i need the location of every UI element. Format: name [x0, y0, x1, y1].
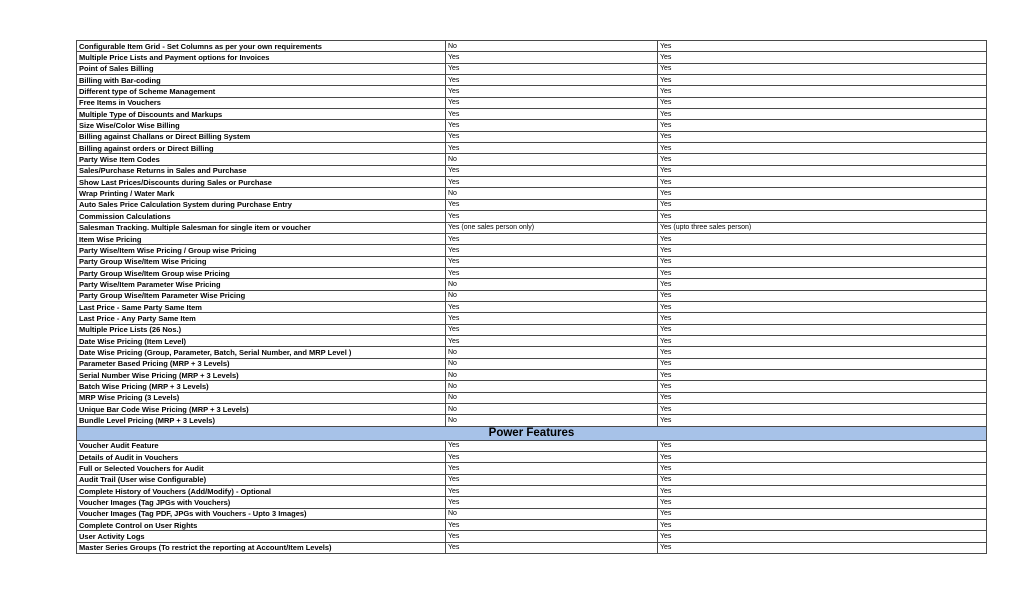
- feature-name-cell: Date Wise Pricing (Group, Parameter, Batch, Serial Number, and MRP Level ): [77, 347, 446, 358]
- premium-value-cell: Yes: [658, 41, 987, 52]
- premium-value-cell: Yes: [658, 233, 987, 244]
- table-row: [77, 267, 987, 278]
- feature-name-cell: Last Price - Any Party Same Item: [77, 313, 446, 324]
- feature-name-cell: Complete Control on User Rights: [77, 520, 446, 531]
- feature-name-cell: Master Series Groups (To restrict the reporting at Account/Item Levels): [77, 542, 446, 553]
- table-row: [77, 165, 987, 176]
- premium-value-cell: Yes: [658, 463, 987, 474]
- premium-value-cell: Yes: [658, 177, 987, 188]
- basic-value-cell: No: [446, 508, 658, 519]
- basic-value-cell: Yes: [446, 97, 658, 108]
- premium-value-cell: Yes: [658, 415, 987, 426]
- feature-name-cell: Billing against orders or Direct Billing: [77, 143, 446, 154]
- table-row: [77, 324, 987, 335]
- basic-value-cell: Yes: [446, 440, 658, 451]
- basic-value-cell: Yes: [446, 335, 658, 346]
- table-row: [77, 233, 987, 244]
- basic-value-cell: Yes: [446, 165, 658, 176]
- feature-name-cell: Free Items in Vouchers: [77, 97, 446, 108]
- feature-name-cell: Auto Sales Price Calculation System during Purchase Entry: [77, 199, 446, 210]
- feature-name-cell: MRP Wise Pricing (3 Levels): [77, 392, 446, 403]
- premium-value-cell: Yes: [658, 301, 987, 312]
- feature-name-cell: Date Wise Pricing (Item Level): [77, 335, 446, 346]
- basic-value-cell: No: [446, 154, 658, 165]
- feature-name-cell: Details of Audit in Vouchers: [77, 452, 446, 463]
- feature-name-cell: Party Wise/Item Wise Pricing / Group wise Pricing: [77, 245, 446, 256]
- basic-value-cell: Yes: [446, 63, 658, 74]
- feature-name-cell: User Activity Logs: [77, 531, 446, 542]
- table-row: [77, 531, 987, 542]
- premium-value-cell: Yes: [658, 440, 987, 451]
- basic-value-cell: Yes: [446, 486, 658, 497]
- basic-value-cell: Yes: [446, 324, 658, 335]
- premium-value-cell: Yes: [658, 188, 987, 199]
- table-row: [77, 120, 987, 131]
- basic-value-cell: Yes: [446, 52, 658, 63]
- premium-value-cell: Yes: [658, 474, 987, 485]
- premium-value-cell: Yes: [658, 86, 987, 97]
- basic-value-cell: Yes: [446, 452, 658, 463]
- premium-value-cell: Yes: [658, 290, 987, 301]
- table-row: [77, 245, 987, 256]
- feature-comparison-table: [76, 40, 987, 554]
- feature-name-cell: Size Wise/Color Wise Billing: [77, 120, 446, 131]
- feature-name-cell: Full or Selected Vouchers for Audit: [77, 463, 446, 474]
- basic-value-cell: No: [446, 358, 658, 369]
- feature-name-cell: Bundle Level Pricing (MRP + 3 Levels): [77, 415, 446, 426]
- basic-value-cell: No: [446, 415, 658, 426]
- table-row: [77, 222, 987, 233]
- feature-name-cell: Item Wise Pricing: [77, 233, 446, 244]
- basic-value-cell: Yes: [446, 474, 658, 485]
- feature-name-cell: Party Group Wise/Item Parameter Wise Pricing: [77, 290, 446, 301]
- table-row: [77, 404, 987, 415]
- table-row: [77, 97, 987, 108]
- premium-value-cell: Yes: [658, 267, 987, 278]
- premium-value-cell: Yes: [658, 279, 987, 290]
- table-row: [77, 75, 987, 86]
- basic-value-cell: No: [446, 41, 658, 52]
- feature-name-cell: Parameter Based Pricing (MRP + 3 Levels): [77, 358, 446, 369]
- premium-value-cell: Yes: [658, 531, 987, 542]
- table-row: [77, 256, 987, 267]
- premium-value-cell: Yes (upto three sales person): [658, 222, 987, 233]
- basic-value-cell: Yes: [446, 131, 658, 142]
- table-row: [77, 131, 987, 142]
- feature-table-body: [77, 41, 987, 554]
- premium-value-cell: Yes: [658, 497, 987, 508]
- feature-name-cell: Multiple Type of Discounts and Markups: [77, 109, 446, 120]
- premium-value-cell: Yes: [658, 109, 987, 120]
- table-row: [77, 211, 987, 222]
- table-row: [77, 143, 987, 154]
- basic-value-cell: No: [446, 290, 658, 301]
- feature-name-cell: Wrap Printing / Water Mark: [77, 188, 446, 199]
- premium-value-cell: Yes: [658, 97, 987, 108]
- feature-name-cell: Sales/Purchase Returns in Sales and Purchase: [77, 165, 446, 176]
- premium-value-cell: Yes: [658, 347, 987, 358]
- premium-value-cell: Yes: [658, 120, 987, 131]
- feature-name-cell: Commission Calculations: [77, 211, 446, 222]
- feature-name-cell: Complete History of Vouchers (Add/Modify) - Optional: [77, 486, 446, 497]
- premium-value-cell: Yes: [658, 211, 987, 222]
- feature-name-cell: Point of Sales Billing: [77, 63, 446, 74]
- table-row: [77, 486, 987, 497]
- premium-value-cell: Yes: [658, 520, 987, 531]
- table-row: [77, 188, 987, 199]
- premium-value-cell: Yes: [658, 245, 987, 256]
- table-row: [77, 358, 987, 369]
- table-row: [77, 347, 987, 358]
- basic-value-cell: No: [446, 279, 658, 290]
- table-row: [77, 109, 987, 120]
- premium-value-cell: Yes: [658, 369, 987, 380]
- feature-name-cell: Different type of Scheme Management: [77, 86, 446, 97]
- premium-value-cell: Yes: [658, 486, 987, 497]
- premium-value-cell: Yes: [658, 131, 987, 142]
- feature-name-cell: Voucher Images (Tag JPGs with Vouchers): [77, 497, 446, 508]
- basic-value-cell: Yes: [446, 520, 658, 531]
- basic-value-cell: Yes: [446, 211, 658, 222]
- table-row: [77, 290, 987, 301]
- premium-value-cell: Yes: [658, 392, 987, 403]
- table-row: [77, 86, 987, 97]
- feature-name-cell: Voucher Audit Feature: [77, 440, 446, 451]
- table-row: [77, 392, 987, 403]
- section-header-row: [77, 426, 987, 440]
- table-row: [77, 41, 987, 52]
- table-row: [77, 415, 987, 426]
- table-row: [77, 177, 987, 188]
- table-row: [77, 542, 987, 553]
- basic-value-cell: Yes: [446, 301, 658, 312]
- feature-name-cell: Party Group Wise/Item Group wise Pricing: [77, 267, 446, 278]
- basic-value-cell: Yes: [446, 233, 658, 244]
- basic-value-cell: Yes: [446, 497, 658, 508]
- table-row: [77, 199, 987, 210]
- table-row: [77, 279, 987, 290]
- premium-value-cell: Yes: [658, 52, 987, 63]
- basic-value-cell: Yes: [446, 313, 658, 324]
- premium-value-cell: Yes: [658, 199, 987, 210]
- table-row: [77, 335, 987, 346]
- feature-name-cell: Audit Trail (User wise Configurable): [77, 474, 446, 485]
- feature-name-cell: Party Wise Item Codes: [77, 154, 446, 165]
- feature-name-cell: Multiple Price Lists and Payment options for Invoices: [77, 52, 446, 63]
- feature-name-cell: Configurable Item Grid - Set Columns as per your own requirements: [77, 41, 446, 52]
- basic-value-cell: Yes: [446, 143, 658, 154]
- premium-value-cell: Yes: [658, 256, 987, 267]
- feature-name-cell: Billing with Bar-coding: [77, 75, 446, 86]
- table-row: [77, 63, 987, 74]
- feature-name-cell: Party Group Wise/Item Wise Pricing: [77, 256, 446, 267]
- feature-name-cell: Batch Wise Pricing (MRP + 3 Levels): [77, 381, 446, 392]
- table-row: [77, 301, 987, 312]
- feature-name-cell: Serial Number Wise Pricing (MRP + 3 Levels): [77, 369, 446, 380]
- premium-value-cell: Yes: [658, 404, 987, 415]
- premium-value-cell: Yes: [658, 358, 987, 369]
- table-row: [77, 474, 987, 485]
- table-row: [77, 154, 987, 165]
- basic-value-cell: Yes: [446, 177, 658, 188]
- basic-value-cell: Yes: [446, 75, 658, 86]
- section-title: Power Features: [77, 426, 987, 440]
- premium-value-cell: Yes: [658, 154, 987, 165]
- premium-value-cell: Yes: [658, 335, 987, 346]
- basic-value-cell: Yes: [446, 463, 658, 474]
- table-row: [77, 381, 987, 392]
- basic-value-cell: Yes: [446, 199, 658, 210]
- feature-name-cell: Party Wise/Item Parameter Wise Pricing: [77, 279, 446, 290]
- premium-value-cell: Yes: [658, 542, 987, 553]
- premium-value-cell: Yes: [658, 143, 987, 154]
- basic-value-cell: Yes: [446, 256, 658, 267]
- basic-value-cell: No: [446, 392, 658, 403]
- basic-value-cell: No: [446, 369, 658, 380]
- basic-value-cell: Yes: [446, 542, 658, 553]
- table-row: [77, 520, 987, 531]
- basic-value-cell: Yes: [446, 531, 658, 542]
- basic-value-cell: No: [446, 347, 658, 358]
- basic-value-cell: Yes: [446, 109, 658, 120]
- basic-value-cell: Yes: [446, 267, 658, 278]
- premium-value-cell: Yes: [658, 165, 987, 176]
- table-row: [77, 463, 987, 474]
- basic-value-cell: No: [446, 381, 658, 392]
- feature-name-cell: Show Last Prices/Discounts during Sales or Purchase: [77, 177, 446, 188]
- basic-value-cell: No: [446, 188, 658, 199]
- table-row: [77, 313, 987, 324]
- premium-value-cell: Yes: [658, 452, 987, 463]
- premium-value-cell: Yes: [658, 63, 987, 74]
- basic-value-cell: Yes: [446, 120, 658, 131]
- premium-value-cell: Yes: [658, 313, 987, 324]
- premium-value-cell: Yes: [658, 324, 987, 335]
- feature-name-cell: Voucher Images (Tag PDF, JPGs with Vouchers - Upto 3 Images): [77, 508, 446, 519]
- basic-value-cell: Yes (one sales person only): [446, 222, 658, 233]
- premium-value-cell: Yes: [658, 508, 987, 519]
- basic-value-cell: Yes: [446, 245, 658, 256]
- premium-value-cell: Yes: [658, 75, 987, 86]
- table-row: [77, 508, 987, 519]
- table-row: [77, 440, 987, 451]
- basic-value-cell: Yes: [446, 86, 658, 97]
- premium-value-cell: Yes: [658, 381, 987, 392]
- basic-value-cell: No: [446, 404, 658, 415]
- table-row: [77, 497, 987, 508]
- table-row: [77, 52, 987, 63]
- feature-name-cell: Last Price - Same Party Same Item: [77, 301, 446, 312]
- feature-name-cell: Billing against Challans or Direct Billing System: [77, 131, 446, 142]
- table-row: [77, 452, 987, 463]
- table-row: [77, 369, 987, 380]
- feature-name-cell: Salesman Tracking. Multiple Salesman for single item or voucher: [77, 222, 446, 233]
- feature-name-cell: Unique Bar Code Wise Pricing (MRP + 3 Levels): [77, 404, 446, 415]
- feature-name-cell: Multiple Price Lists (26 Nos.): [77, 324, 446, 335]
